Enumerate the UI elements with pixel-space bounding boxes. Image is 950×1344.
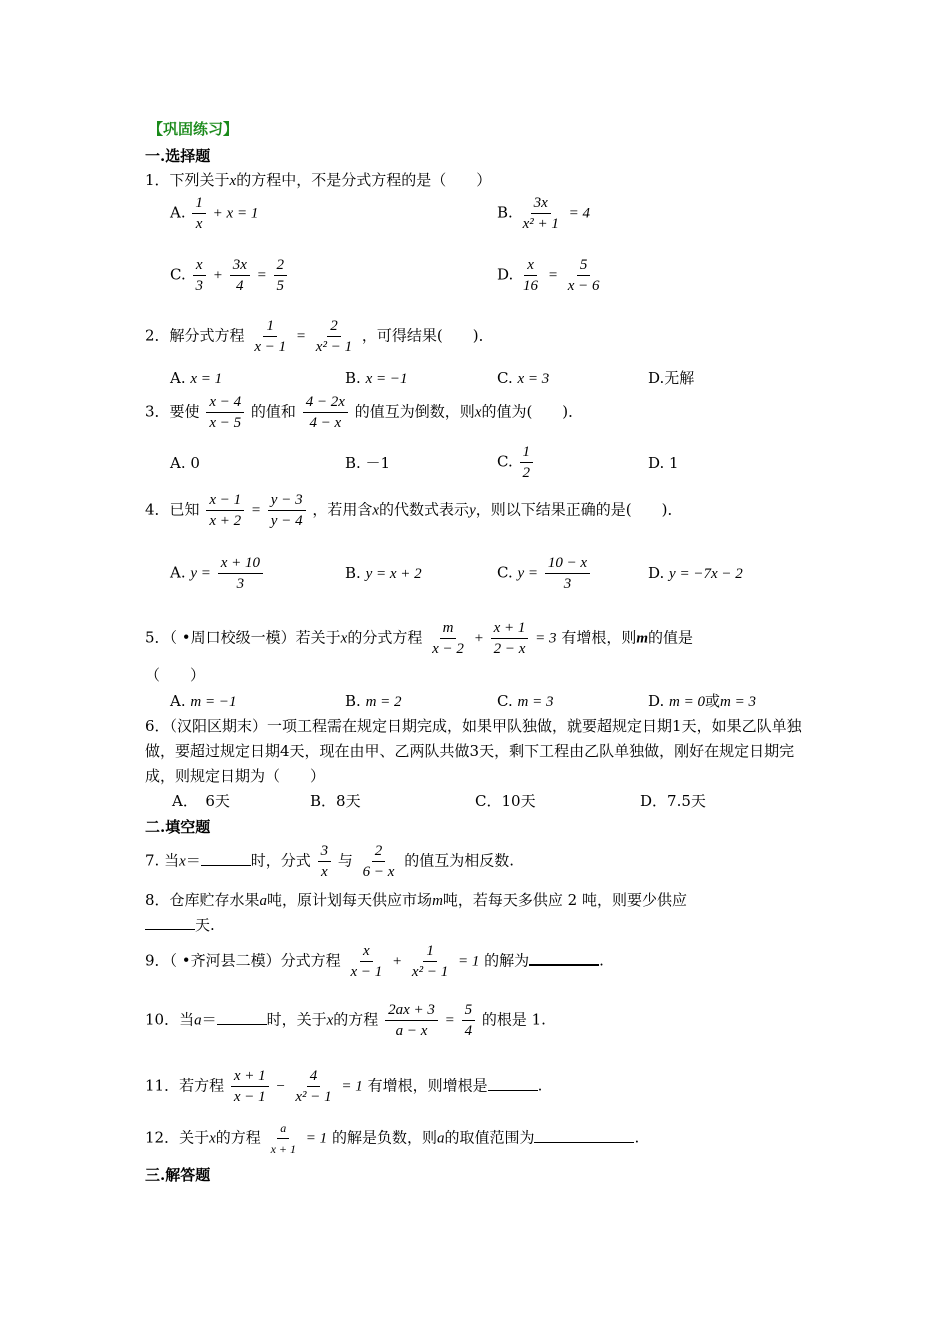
- q5-option-b[interactable]: B. m = 2: [345, 692, 402, 710]
- q1-option-b[interactable]: B. $\frac{3x}{\text{x² + 1}}$ = 4: [497, 195, 591, 232]
- q6-option-a[interactable]: A． 6天: [172, 792, 230, 810]
- question-5-answer-paren: （ ）: [145, 666, 206, 684]
- section-heading-choice: 一.选择题: [145, 147, 211, 165]
- q4-option-c[interactable]: C. y = $\frac{10 - x}{3}$: [497, 553, 592, 594]
- question-10-stem: 10．当a＝ 时，关于x的方程 $\frac{2ax + 3}{a - x}$ = $\frac{5}{4}$ 的根是 1.: [145, 1002, 546, 1039]
- q2-option-d[interactable]: D.无解: [648, 369, 695, 387]
- q3-option-b[interactable]: B. －1: [345, 454, 391, 472]
- section-heading-fill: 二.填空题: [145, 818, 211, 836]
- question-1-stem: 1．下列关于x的方程中，不是分式方程的是（ ）: [145, 171, 492, 189]
- question-5-stem: 5．（ •周口校级一模）若关于x的分式方程 $\frac{m}{x - 2}$ + $\frac{x + 1}{2 - x}$ = 3 有增根，则m的值是: [145, 620, 694, 657]
- q9-answer-blank[interactable]: [529, 950, 599, 966]
- q4-option-d[interactable]: D. y = −7x − 2: [648, 564, 743, 582]
- q1-option-c[interactable]: C. $\frac{x}{3}$ + $\frac{3x}{4}$ = $\frac{2}{5}$: [170, 255, 289, 296]
- question-3-stem: 3．要使 $\frac{x - 4}{x - 5}$ 的值和 $\frac{4 - 2x}{4 - x}$ 的值互为倒数，则x的值为( )．: [145, 394, 584, 431]
- q3-option-c[interactable]: C. $\frac{1}{2}$: [497, 442, 535, 483]
- q6-option-c[interactable]: C．10天: [475, 792, 536, 810]
- q6-option-d[interactable]: D．7.5天: [640, 792, 706, 810]
- q10-answer-blank[interactable]: [217, 1010, 267, 1025]
- q1-option-d[interactable]: D. $\frac{x}{16}$ = $\frac{5}{x - 6}$: [497, 257, 600, 294]
- section-heading-solve: 三.解答题: [145, 1166, 211, 1184]
- q7-answer-blank[interactable]: [201, 851, 251, 866]
- question-12-stem: 12．关于x的方程 $\frac{a}{x + 1}$ = 1 的解是负数，则a的取值范围为 .: [145, 1118, 639, 1159]
- q5-option-c[interactable]: C. m = 3: [497, 692, 554, 710]
- question-6-stem: 6．（汉阳区期末）一项工程需在规定日期完成，如果甲队独做，就要超规定日期1天，如果乙队单独做，要超过规定日期4天，现在由甲、乙两队共做3天，剩下工程由乙队单独做，刚好在规定日期完成，则规定日期为（ ）: [145, 717, 802, 785]
- q3-option-a[interactable]: A. 0: [170, 454, 200, 472]
- q3-option-d[interactable]: D. 1: [648, 454, 679, 472]
- question-7-stem: 7. 当x＝ 时，分式 $\frac{3}{x}$ 与 $\frac{2}{6 - x}$ 的值互为相反数.: [145, 843, 514, 880]
- q2-option-b[interactable]: B. x = −1: [345, 369, 408, 387]
- q8-answer-blank[interactable]: [145, 915, 195, 930]
- q2-option-a[interactable]: A. x = 1: [170, 369, 223, 387]
- question-8-stem: 8．仓库贮存水果a吨，原计划每天供应市场m吨，若每天多供应 2 吨，则要少供应: [145, 891, 687, 909]
- q6-option-b[interactable]: B．8天: [310, 792, 361, 810]
- q11-answer-blank[interactable]: [488, 1076, 538, 1091]
- question-11-stem: 11．若方程 $\frac{x + 1}{x - 1}$ − $\frac{4}{\text{x² − 1}}$ = 1 有增根，则增根是 .: [145, 1068, 543, 1105]
- q12-answer-blank[interactable]: [534, 1128, 634, 1143]
- page-title: 【巩固练习】: [148, 120, 239, 138]
- question-2-stem: 2．解分式方程 $\frac{1}{x - 1}$ = $\frac{2}{\text{x² − 1}}$ ，可得结果( )．: [145, 318, 494, 355]
- q4-option-a[interactable]: A. y = $\frac{x + 10}{3}$: [170, 553, 265, 594]
- question-8-cont: 天.: [145, 915, 215, 935]
- q1-option-a[interactable]: A. $\frac{1}{x}$ + x = 1: [170, 195, 259, 232]
- question-9-stem: 9．（ •齐河县二模）分式方程 $\frac{x}{x - 1}$ + $\frac{1}{\text{x² − 1}}$ = 1 的解为 .: [145, 943, 604, 980]
- q4-option-b[interactable]: B. y = x + 2: [345, 564, 422, 582]
- q5-option-d[interactable]: D. m = 0或m = 3: [648, 692, 756, 710]
- question-4-stem: 4．已知 $\frac{x - 1}{x + 2}$ = $\frac{y - 3}{y - 4}$ ，若用含x的代数式表示y，则以下结果正确的是( )．: [145, 492, 683, 529]
- q2-option-c[interactable]: C. x = 3: [497, 369, 550, 387]
- q5-option-a[interactable]: A. m = −1: [170, 692, 237, 710]
